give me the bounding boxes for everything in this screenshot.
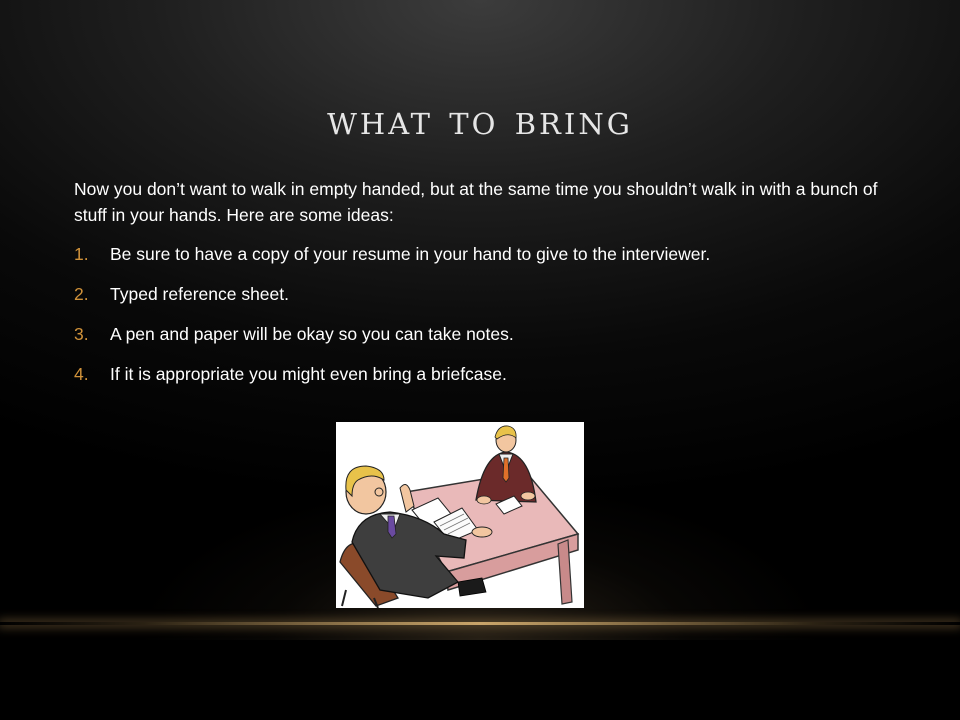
reflection-line [0, 622, 960, 625]
list-item-text: If it is appropriate you might even bring a briefcase. [110, 364, 507, 384]
list-item [74, 321, 894, 347]
list-number: 3. [74, 324, 89, 344]
slide-title: what to bring [327, 95, 633, 144]
list-number: 1. [74, 244, 89, 264]
list-number: 4. [74, 364, 89, 384]
ideas-list [74, 241, 894, 401]
interview-clipart-drawing [336, 422, 584, 608]
list-item-text: Typed reference sheet. [110, 284, 289, 304]
list-item [74, 281, 894, 307]
list-number: 2. [74, 284, 89, 304]
list-item-text: Be sure to have a copy of your resume in your hand to give to the interviewer. [110, 244, 711, 264]
list-item-text: A pen and paper will be okay so you can take notes. [110, 324, 514, 344]
list-item [74, 241, 894, 267]
intro-paragraph: Now you don’t want to walk in empty handed, but at the same time you shouldn’t walk in with a bunch of stuff in your hands. Here are some ideas: [74, 179, 878, 225]
list-item [74, 361, 894, 387]
interview-clipart [336, 422, 584, 608]
